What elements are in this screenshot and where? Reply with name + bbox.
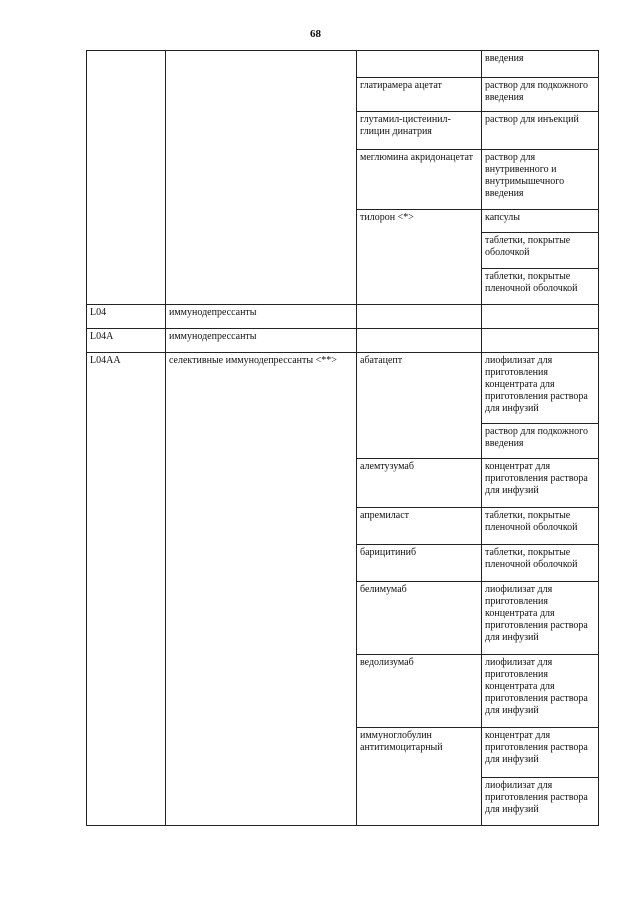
table-row — [87, 329, 599, 353]
dosage-form-cell: концентрат для приготовления раствора для инфузий — [482, 459, 599, 508]
drug-name-cell: апремиласт — [357, 508, 482, 545]
dosage-form-cell: таблетки, покрытые пленочной оболочкой — [482, 269, 599, 305]
drug-name-cell: тилорон <*> — [357, 210, 482, 305]
dosage-form-cell: лиофилизат для приготовления концентрата для приготовления раствора для инфузий — [482, 582, 599, 655]
dosage-form-cell: раствор для подкожного введения — [482, 78, 599, 112]
group-name-cell: иммунодепрессанты — [166, 329, 357, 353]
table-row — [87, 305, 599, 329]
dosage-form-cell: концентрат для приготовления раствора для инфузий — [482, 728, 599, 778]
atc-code-cell: L04A — [87, 329, 166, 353]
drug-name-cell — [357, 329, 482, 353]
drug-name-cell: барицитиниб — [357, 545, 482, 582]
dosage-form-cell — [482, 329, 599, 353]
dosage-form-cell: лиофилизат для приготовления раствора для инфузий — [482, 778, 599, 826]
drug-table — [86, 50, 599, 826]
atc-code-cell: L04AA — [87, 353, 166, 826]
drug-name-cell: ведолизумаб — [357, 655, 482, 728]
drug-name-cell: белимумаб — [357, 582, 482, 655]
drug-name-cell: алемтузумаб — [357, 459, 482, 508]
table-row — [87, 51, 599, 78]
drug-name-cell: меглюмина акридонацетат — [357, 150, 482, 210]
drug-name-cell — [357, 305, 482, 329]
group-name-cell: иммунодепрессанты — [166, 305, 357, 329]
table-row — [87, 353, 599, 424]
dosage-form-cell: таблетки, покрытые пленочной оболочкой — [482, 508, 599, 545]
group-name-cell: селективные иммунодепрессанты <**> — [166, 353, 357, 826]
dosage-form-cell: капсулы — [482, 210, 599, 233]
group-name-cell — [166, 51, 357, 305]
drug-name-cell: глутамил-цистеинил-глицин динатрия — [357, 112, 482, 150]
dosage-form-cell — [482, 305, 599, 329]
dosage-form-cell: раствор для инъекций — [482, 112, 599, 150]
page-number: 68 — [310, 28, 321, 40]
dosage-form-cell: таблетки, покрытые оболочкой — [482, 233, 599, 269]
dosage-form-cell: раствор для внутривенного и внутримышечного введения — [482, 150, 599, 210]
atc-code-cell: L04 — [87, 305, 166, 329]
table-body — [87, 51, 599, 826]
atc-code-cell — [87, 51, 166, 305]
dosage-form-cell: лиофилизат для приготовления концентрата для приготовления раствора для инфузий — [482, 655, 599, 728]
dosage-form-cell: лиофилизат для приготовления концентрата для приготовления раствора для инфузий — [482, 353, 599, 424]
drug-name-cell: иммуноглобулин антитимоцитарный — [357, 728, 482, 826]
drug-name-cell — [357, 51, 482, 78]
drug-name-cell: абатацепт — [357, 353, 482, 459]
drug-name-cell: глатирамера ацетат — [357, 78, 482, 112]
dosage-form-cell: таблетки, покрытые пленочной оболочкой — [482, 545, 599, 582]
dosage-form-cell: раствор для подкожного введения — [482, 424, 599, 459]
dosage-form-cell: введения — [482, 51, 599, 78]
